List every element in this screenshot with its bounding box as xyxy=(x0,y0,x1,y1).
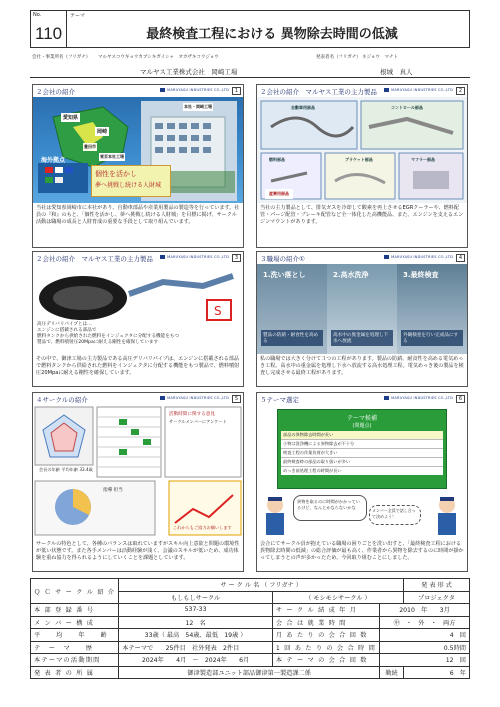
panel-description: その中で、御津工場の主力製品である高圧デリバリパイプは、エンジンに搭載される部品で燃料タンクから供給された燃料をインジェクタに分配する機能をもつ製品で、燃料噴射圧20Mpaに耐える剛性を確保しています。 xyxy=(36,356,240,376)
presentation-number: 110 xyxy=(35,24,63,43)
period: 2024年 4月 ～ 2024年 6月 xyxy=(119,654,273,667)
total-meetings-label: 本 テ ー マ の 会 合 回 数 xyxy=(272,654,379,667)
company-map-image xyxy=(33,97,243,203)
panel-title xyxy=(257,252,467,264)
average-age: 会長の年齢 平均年齢 33.4歳 xyxy=(39,467,93,472)
brand-logo: MARUYASU INDUSTRIES CO.,LTD xyxy=(384,255,453,259)
panel-number: 5 xyxy=(232,395,241,403)
table-row: 最終検査時の部品の取り扱いが多い xyxy=(281,458,443,467)
circle-name: もしもしサークル xyxy=(119,591,273,604)
panel-title-text: ４サークルの紹介 xyxy=(36,396,88,404)
monthly: 4 回 xyxy=(380,629,470,642)
panel-workplace xyxy=(256,251,468,387)
brand-logo: MARUYASU INDUSTRIES CO.,LTD xyxy=(160,88,229,92)
members: 12 名 xyxy=(119,616,273,629)
panel-delivery-pipe xyxy=(32,251,244,387)
panel-number: 4 xyxy=(456,254,465,262)
panel-description: 当社の主力製品として、排気ガスを冷却して酸素を再上させるEGRクーラーや、燃料配管・パージ配管・ブレーキ配管など全一体化した高機能品、また、エンジンを支えるエンジンマウントがあります。 xyxy=(260,205,464,225)
theme-type-label: 発 表 形 式 xyxy=(404,579,470,592)
monthly-label: 月 あ た り の 会 合 回 数 xyxy=(272,629,379,642)
panel-number: 2 xyxy=(456,87,465,95)
years: 6 年 xyxy=(404,666,470,679)
presenter-name: 根城 真人 xyxy=(380,68,413,76)
total-meetings: 12 回 xyxy=(380,654,470,667)
circle-intro-label: Ｑ Ｃ サ ー ク ル 紹 介 xyxy=(31,579,119,604)
theme-table xyxy=(277,409,447,489)
process-3-caption: 外観検査を行い完成品にする xyxy=(401,330,463,346)
qc-circle-table xyxy=(30,578,470,679)
theme-type: プロジェクタ xyxy=(404,591,470,604)
age: 33歳（ 最高 54歳、最低 19歳 ） xyxy=(119,629,273,642)
panel-title xyxy=(33,85,243,97)
speech-bubble-2-text: メンバー全員で話し合って決めよう！ xyxy=(372,508,416,519)
process-1-caption: 製品の防錆・耐食性を高める xyxy=(261,330,323,346)
pipe-caption-1: 高圧デリバリパイプとは… xyxy=(37,322,92,327)
theme-table-body xyxy=(281,431,443,475)
slogan-line-1: 個性を活かし xyxy=(95,170,137,178)
company-kana: マルヤスコウギョウカブシキガイシャ オカザキコウジョウ xyxy=(98,55,219,60)
slogan-box xyxy=(91,165,171,197)
affiliation-label: 発 表 者 の 所 属 xyxy=(31,666,119,679)
company-info xyxy=(30,51,470,78)
years-label: 勤続 xyxy=(380,666,404,679)
age-label: 平 均 年 齢 xyxy=(31,629,119,642)
theme-table-image xyxy=(257,405,467,539)
brand-logo: MARUYASU INDUSTRIES CO.,LTD xyxy=(160,396,229,400)
label-aichi: 愛知県 xyxy=(63,115,79,121)
svg-text:S: S xyxy=(214,304,222,318)
panel-number: 3 xyxy=(232,254,241,262)
brand-logo: MARUYASU INDUSTRIES CO.,LTD xyxy=(384,88,453,92)
panel-number: 1 xyxy=(232,87,241,95)
circle-name-label: サ ー ク ル 名 （ フリガナ ） xyxy=(119,579,404,592)
label-hq: 本社・岡崎工場 xyxy=(184,104,212,109)
header-box xyxy=(30,10,470,48)
period-label: 本テーマの活動期間 xyxy=(31,654,119,667)
presenter-label: 発表者名（フリガナ） xyxy=(316,55,361,60)
process-3: 3.最終検査 xyxy=(403,271,439,279)
theme-label: テーマ xyxy=(70,13,86,19)
panel-circle-intro xyxy=(32,392,244,572)
brand-logo: MARUYASU INDUSTRIES CO.,LTD xyxy=(384,396,453,400)
panel-number: 6 xyxy=(456,395,465,403)
brand-logo: MARUYASU INDUSTRIES CO.,LTD xyxy=(160,255,229,259)
panel-title xyxy=(257,393,467,405)
workplace-photos xyxy=(257,264,467,354)
label-overseas: 海外拠点 xyxy=(41,157,66,164)
theme-count: 本テーマで 25件目 社外発表 2件目 xyxy=(119,641,273,654)
members-label: メ ン バ ー 構 成 xyxy=(31,616,119,629)
panel-description: 当社は愛知県岡崎市に本社があり、自動車部品や産業用製品の製造等を行っています。社員の『和』のもと、「個性を活かし、夢へ挑戦し続ける人財城」を目標に掲げ、サークル活動は職場の成長と人財育成の重要な手段として取り組んでいます。 xyxy=(36,205,240,225)
panel-description: 会合にてサークル員が抱えている職場の困りごとを洗い出すと、「最終検査工程における異物除去時間の低減」の総合評価が最も高く、作業者から異物を除去するのに時間が掛かってしまうとの声が多かったため、今回取り組むことにしました。 xyxy=(260,541,464,561)
products-image xyxy=(257,97,467,203)
pipe-caption-4: 製品で、燃料噴射圧20Mpaに耐える剛性を確保しています xyxy=(37,340,159,345)
label-toyota: 豊田市 xyxy=(84,144,96,149)
theme-count-label: テ ー マ 歴 xyxy=(31,641,119,654)
meeting-value: ㊥ ・ 外 ・ 両方 xyxy=(380,616,470,629)
panel-main-products xyxy=(256,84,468,248)
pipe-caption xyxy=(37,322,237,346)
label-auto-parts: 自動車用部品 xyxy=(291,105,315,110)
label-fuel-parts: 燃料部品 xyxy=(269,157,285,162)
panel-theme-selection xyxy=(256,392,468,572)
table-row: めっき前処理工程の時間が長い xyxy=(283,468,342,473)
reg-no-label: 本 部 登 録 番 号 xyxy=(31,604,119,617)
presenter-kana: ネジョウ マナト xyxy=(362,55,398,60)
reg-no: 537-33 xyxy=(119,604,273,617)
panel-title xyxy=(257,85,467,97)
panel-title xyxy=(33,252,243,264)
no-label: No. xyxy=(33,12,42,18)
panel-description: 私の職場では大きく分けて３つの工程があります。製品の防錆、耐食性を高める電気めっき工程。高水中の重金属を処理し下水へ放流する高水処理工程。電気めっき後の製品を検査し完成させる最終工程があります。 xyxy=(260,356,464,376)
panel-title-text: ５テーマ選定 xyxy=(260,396,299,404)
circle-image xyxy=(33,405,243,539)
header-divider xyxy=(66,11,67,47)
page-title: 最終検査工程における 異物除去時間の低減 xyxy=(146,27,398,42)
speech-bubble-text: 異物を取るのに時間がかかっているけど、なんとかならないかな xyxy=(297,499,360,510)
per-meeting-label: 1 回 あ た り の 会 合 時 間 xyxy=(272,641,379,654)
panel-title-text: ２会社の紹介 マルヤス工業の主力製品 xyxy=(260,88,377,96)
cooperation-note: これからもご協力お願いします xyxy=(173,525,232,530)
survey-title: 活動時間に関する意見 xyxy=(169,412,215,417)
company-name: マルヤス工業株式会社 岡崎工場 xyxy=(140,68,238,76)
speech-bubble xyxy=(293,495,367,521)
process-2-caption: 高水中の異金属を処理し下水へ放流 xyxy=(331,330,393,346)
table-row: 検査工程の作業負荷が大きい xyxy=(281,449,443,458)
table-row: 部品の異物除去時間が長い xyxy=(281,431,443,440)
label-tokyo: 東京本社工場 xyxy=(100,154,124,159)
engine-image xyxy=(33,264,243,354)
label-bracket-parts: ブラケット部品 xyxy=(345,157,373,162)
pipe-caption-3: 燃料タンクから供給された燃料をインジェクタに分配する機能をもつ xyxy=(37,334,180,339)
panel-title-text: ３職場の紹介① xyxy=(260,255,305,263)
process-2: 2.高水洗浄 xyxy=(333,271,369,279)
circle-kana: （ モシモシサークル ） xyxy=(272,591,403,604)
slogan-line-2: 夢へ挑戦し続ける人財城 xyxy=(95,182,162,189)
company-label: 会社・事業所名（フリガナ） xyxy=(32,55,91,60)
process-1: 1.洗い落とし xyxy=(263,271,306,279)
table-row: 小物は洗浄機による異物除去が不十分 xyxy=(281,440,443,449)
formed: 2010 年 3月 xyxy=(380,604,470,617)
theme-table-sub: (問題点) xyxy=(352,423,372,429)
instructor: 指導 担当 xyxy=(103,488,123,493)
meeting-label: 会 合 は 就 業 時 間 xyxy=(272,616,379,629)
formed-label: サ ー ク ル 結 成 年 月 xyxy=(272,604,379,617)
panel-title-text: ２会社の紹介 マルヤス工業の主力製品 xyxy=(36,255,153,263)
label-okazaki: 岡崎 xyxy=(97,129,108,135)
label-industrial-parts: 産業用部品 xyxy=(265,189,293,199)
label-muffler-parts: マフラー部品 xyxy=(411,157,435,162)
pipe-caption-2: エンジンに搭載される部品で xyxy=(37,328,97,333)
panel-description: サークルの特色として、各種のバランスは取れていますがスキル向上意欲と問題の環境性が低い状態です。また各手メンバーは活動経験が浅く、会議のスキルが低いため、成功体験を重ね協力を得られるようにしていくことを課題としています。 xyxy=(36,541,240,561)
panel-company-intro xyxy=(32,84,244,248)
survey-sub: サークルメンバーにアンケート xyxy=(169,419,227,424)
panel-title-text: ２会社の紹介 xyxy=(36,88,75,96)
panel-title xyxy=(33,393,243,405)
affiliation: 御津製造部ユニット部品御津第一製造課二係 xyxy=(119,666,380,679)
speech-bubble-2 xyxy=(369,505,421,525)
theme-table-title: テーマ候補 xyxy=(346,415,377,422)
label-control-parts: コントロール部品 xyxy=(391,105,423,110)
per-meeting: 0.5時間 xyxy=(380,641,470,654)
